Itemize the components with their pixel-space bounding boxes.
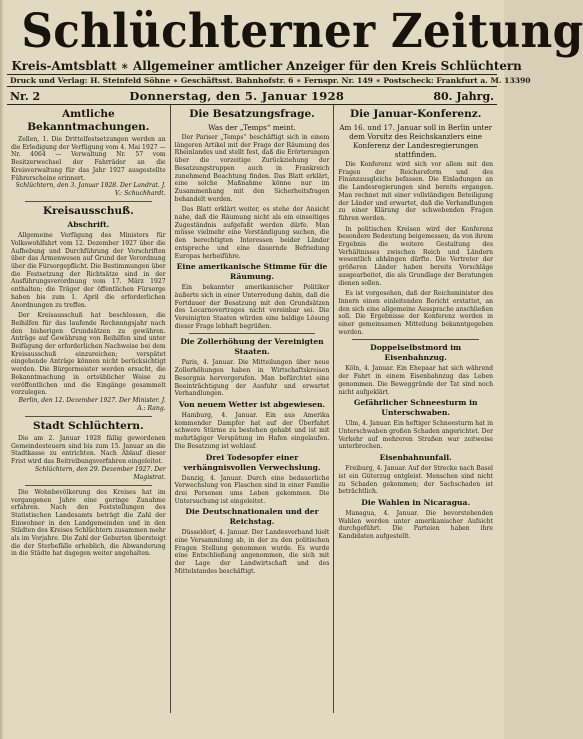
volume-year: 80. Jahrg. — [433, 90, 494, 103]
article-heading: Die Wahlen in Nicaragua. — [361, 497, 471, 507]
paragraph: Die Konferenz wird sich vor allem mit den Fragen der Reichsreform und des Finanzausgleichs befassen. Die Einladungen an die Landesregierungen sind bereits ergangen. Man rechnet mit einer vollständigen Beteiligung der Länder und erwartet, daß die Verhandlungen zu einer Klärung der schwebenden Fragen führen werden. — [338, 161, 494, 222]
section-heading: Die Besatzungsfrage. — [189, 108, 315, 120]
section-heading: Amtliche Bekanntmachungen. — [27, 108, 150, 133]
column-3 — [334, 105, 497, 713]
article-heading: Doppelselbstmord im Eisenbahnzug. — [370, 343, 462, 363]
issue-number: Nr. 2 — [10, 90, 41, 103]
imprint-line: Druck und Verlag: H. Steinfeld Söhne ∗ Geschäftsst. Bahnhofstr. 6 ∗ Fernspr. Nr. 149 ∗ Postscheck: Frankfurt a. M. 13390 — [10, 76, 531, 85]
paragraph: Das Blatt erklärt weiter, es stehe der Ansicht nahe, daß die Räumung nicht als ein einseitiges Zugeständnis aufgefaßt werden dürfe. Man müsse vielmehr eine Verständigung suchen, die den berechtigten Interessen beider Länder entspreche und eine dauernde Befriedung Europas herbeiführe. — [174, 206, 330, 260]
signature: Schlüchtern, den 29. Dezember 1927. Der Magistrat. — [34, 465, 166, 481]
paragraph: Zellen, 1. Die Drittelfestsetzungen werden an die Erledigung der Verfügung vom 4. Mai 1927 — Nr. 4064 — Verwaltung Nr. 57 vom Besitzerwechsel der Fahrräder an die Kreisverwaltung für das Jahr 1927 ausgestellte Führerscheine erinnert. — [11, 136, 166, 182]
paragraph: Managua, 4. Januar. Die bevorstehenden Wahlen werden unter amerikanischer Aufsicht durchgeführt. Die Parteien haben ihre Kandidaten aufgestellt. — [338, 509, 494, 541]
paragraph: Der Pariser „Temps“ beschäftigt sich in einem längeren Artikel mit der Frage der Räumung des Rheinlandes und stellt fest, daß die Erörterungen über die vorzeitige Zurückziehung der Besatzungstruppen auch in Frankreich zunehmend Beachtung finden. Das Blatt erklärt, eine solche Maßnahme könne nur im Zusammenhang mit den Sicherheitsfragen behandelt werden. — [174, 134, 330, 203]
paragraph: Die am 2. Januar 1928 fällig gewordenen Gemeindesteuern sind bis zum 15. Januar an die Stadtkasse zu entrichten. Nach Ablauf dieser Frist wird das Beitreibungsverfahren eingeleitet. — [11, 434, 166, 466]
article-heading: Die Deutschnationalen und der Reichstag. — [185, 507, 319, 527]
paragraph: Ein bekannter amerikanischer Politiker äußerte sich in einer Unterredung dahin, daß die Fortdauer der Besatzung mit den Grundsätzen des Locarnovertrages nicht vereinbar sei. Die Vereinigten Staaten würden eine baldige Lösung dieser Frage lebhaft begrüßen. — [174, 284, 330, 330]
article-heading: Die Zollerhöhung der Vereinigten Staaten. — [180, 337, 324, 357]
paragraph: Es ist vorgesehen, daß der Reichsminister des Innern einen einleitenden Bericht erstattet, an den sich eine allgemeine Aussprache anschließen soll. Die Ergebnisse der Konferenz werden in einer gemeinsamen Mitteilung bekanntgegeben werden. — [338, 290, 494, 336]
paragraph: Hamburg, 4. Januar. Ein aus Amerika kommender Dampfer hat auf der Überfahrt schwere Stürme zu bestehen gehabt und ist mit mehrtägiger Verspätung im Hafen eingelaufen. Die Besatzung ist wohlauf. — [174, 411, 330, 450]
masthead-subtitle: Kreis-Amtsblatt ∗ Allgemeiner amtlicher Anzeiger für den Kreis Schlüchtern — [11, 59, 522, 73]
paragraph: In politischen Kreisen wird der Konferenz besondere Bedeutung beigemessen, da von ihrem Ergebnis die weitere Gestaltung des Verhältnisses zwischen Reich und Ländern wesentlich abhängen dürfte. Die Vertreter der größeren Länder haben bereits Vorschläge ausgearbeitet, die als Grundlage der Beratungen dienen sollen. — [338, 225, 494, 287]
masthead-title: Schlüchterner Zeitung — [21, 4, 583, 59]
issue-date: Donnerstag, den 5. Januar 1928 — [129, 89, 345, 103]
signature: Schlüchtern, den 3. Januar 1928. Der Landrat. J. V.: Schuchhardt. — [15, 182, 166, 198]
separator — [25, 485, 152, 486]
paragraph: Danzig, 4. Januar. Durch eine bedauerliche Verwechslung von Flaschen sind in einer Familie drei Personen ums Leben gekommen. Die Untersuchung ist eingeleitet. — [174, 474, 330, 505]
centered-line: Eine amerikanische Stimme für die Räumung. — [176, 262, 328, 282]
article-heading: Eisenbahnunfall. — [379, 453, 452, 463]
separator — [189, 333, 316, 334]
section-heading: Kreisausschuß. — [42, 205, 134, 218]
subheading: Am 16. und 17. Januar soll in Berlin unter dem Vorsitz des Reichskanzlers eine Konferenz der Landesregierungen stattfinden. — [339, 123, 493, 159]
separator — [352, 339, 479, 340]
article-heading: Gefährlicher Schneesturm in Unterschwaben. — [353, 398, 478, 418]
subheading: Was der „Temps“ meint. — [208, 123, 296, 132]
separator — [25, 416, 152, 417]
column-1 — [7, 105, 171, 713]
paragraph: Die Wohnbevölkerung des Kreises hat im vergangenen Jahre eine geringe Zunahme erfahren. Nach den Feststellungen des Statistischen Landesamts beträgt die Zahl der Einwohner in den Landgemeinden und in den Städten des Kreises Schlüchtern zusammen mehr als im Vorjahre. Die Zahl der Geburten übersteigt die der Sterbefälle erheblich, die Abwanderung in die Städte hat dagegen weiter angehalten. — [11, 488, 166, 558]
centered-line: Von neuem Wetter ist abgewiesen. — [178, 399, 326, 409]
centered-line: Abschrift. — [67, 220, 110, 230]
paragraph: Der Kreisausschuß hat beschlossen, die Beihilfen für das laufende Rechnungsjahr nach den bisherigen Grundsätzen zu gewähren. Anträge auf Gewährung von Beihilfen sind unter Beifügung der erforderlichen Nachweise bei dem Kreisausschuß einzureichen; verspätet eingehende Anträge können nicht berücksichtigt werden. Die Bürgermeister werden ersucht, die Bekanntmachung in ortsüblicher Weise zu veröffentlichen und die Eingänge gesammelt vorzulegen. — [11, 312, 166, 397]
section-heading: Die Januar-Konferenz. — [350, 108, 482, 120]
paragraph: Allgemeine Verfügung des Ministers für Volkswohlfahrt vom 12. Dezember 1927 über die Aufhebung und Durchführung der Vorschriften über das Armenwesen auf Grund der Verordnung über die Fürsorgepflicht. Die Bestimmungen über die Festsetzung der Richtsätze sind in der Ausführungsverordnung vom 17. März 1927 enthalten; die Träger der öffentlichen Fürsorge haben bis zum 1. April die erforderlichen Anordnungen zu treffen. — [11, 232, 166, 309]
page-edge-shadow — [0, 0, 4, 739]
paragraph: Köln, 4. Januar. Ein Ehepaar hat sich während der Fahrt in einem Eisenbahnzug das Leben genommen. Die Beweggründe der Tat sind noch nicht aufgeklärt. — [338, 365, 494, 396]
column-2 — [171, 105, 335, 713]
article-heading: Drei Todesopfer einer verhängnisvollen Verwechslung. — [183, 452, 321, 472]
dateline — [4, 87, 500, 104]
paragraph: Düsseldorf, 4. Januar. Der Landesverband hielt eine Versammlung ab, in der zu den politischen Fragen Stellung genommen wurde. Es wurde eine Entschließung angenommen, die sich mit der Lage der Landwirtschaft und des Mittelstandes beschäftigt. — [174, 529, 330, 575]
signature: Berlin, den 12. Dezember 1927. Der Minister. J. A.: Rang. — [18, 396, 166, 412]
separator — [25, 201, 152, 202]
paragraph: Freiburg, 4. Januar. Auf der Strecke nach Basel ist ein Güterzug entgleist. Menschen sind nicht zu Schaden gekommen; der Sachschaden ist beträchtlich. — [338, 465, 494, 496]
paragraph: Ulm, 4. Januar. Ein heftiger Schneesturm hat in Unterschwaben großen Schaden angerichtet. Der Verkehr auf mehreren Straßen war zeitweise unterbrochen. — [338, 420, 494, 451]
section-heading: Stadt Schlüchtern. — [32, 419, 144, 432]
columns — [4, 105, 500, 713]
paragraph: Paris, 4. Januar. Die Mitteilungen über neue Zollerhöhungen haben in Wirtschaftskreisen Besorgnis hervorgerufen. Man befürchtet eine Beeinträchtigung der Ausfuhr und erwartet Verhandlungen. — [174, 359, 330, 398]
